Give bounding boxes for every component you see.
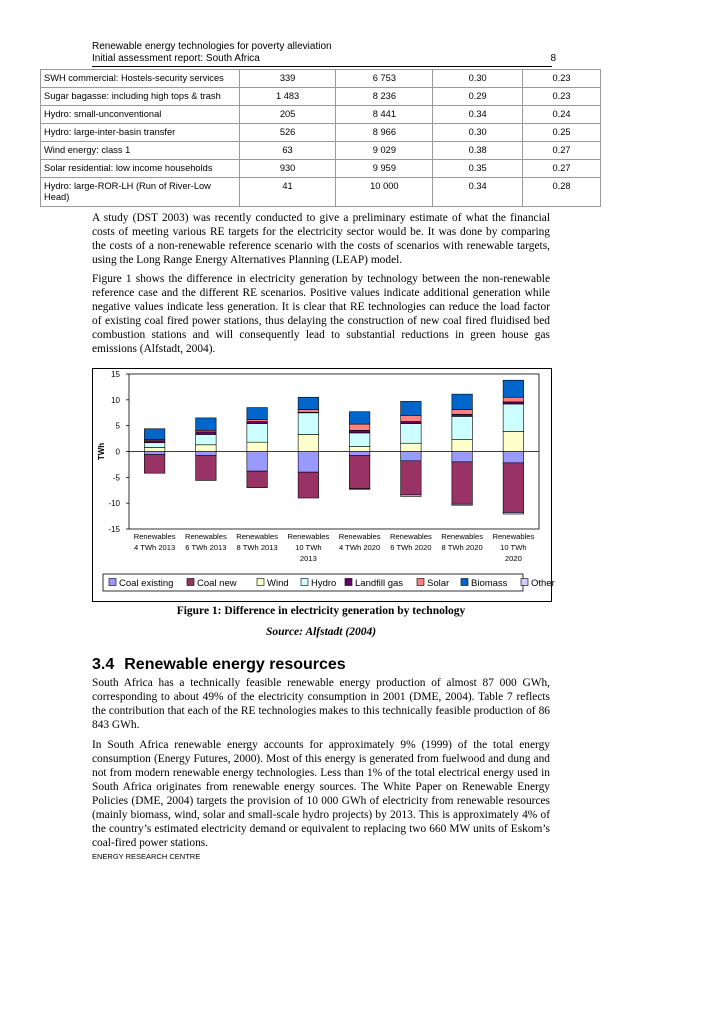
bar-segment <box>503 431 524 451</box>
x-tick-label: 6 TWh 2020 <box>390 543 432 552</box>
bar-segment <box>503 512 524 514</box>
y-tick-label: -10 <box>108 499 120 509</box>
table-cell-technology: Hydro: small-unconventional <box>41 106 240 124</box>
table-cell-technology: Hydro: large-ROR-LH (Run of River-Low Head) <box>41 178 240 207</box>
table-cell-value: 0.34 <box>433 106 523 124</box>
bar-segment <box>401 415 422 421</box>
table-cell-value: 0.38 <box>433 142 523 160</box>
y-tick-label: 15 <box>111 370 120 379</box>
table-cell-value: 0.30 <box>433 124 523 142</box>
bar-segment <box>452 394 473 410</box>
table-cell-value: 63 <box>239 142 336 160</box>
table-cell-value: 0.29 <box>433 88 523 106</box>
bar-segment <box>349 452 370 456</box>
page-number: 8 <box>550 53 556 64</box>
table-cell-value: 0.30 <box>433 70 523 88</box>
bar-segment <box>401 452 422 461</box>
table-row <box>41 178 601 207</box>
bar-segment <box>452 440 473 452</box>
bar-segment <box>144 455 165 474</box>
bar-segment <box>349 424 370 430</box>
table-cell-value: 6 753 <box>336 70 433 88</box>
bar-segment <box>452 416 473 439</box>
legend-swatch <box>301 579 308 586</box>
table-cell-value: 930 <box>239 160 336 178</box>
y-tick-label: -5 <box>112 473 120 483</box>
bar-segment <box>247 442 268 451</box>
bar-segment <box>196 432 217 435</box>
bar-segment <box>196 418 217 430</box>
x-tick-label: Renewables <box>492 532 535 541</box>
bar-segment <box>247 419 268 421</box>
table-row <box>41 124 601 142</box>
bar-segment <box>452 462 473 504</box>
x-tick-label: Renewables <box>441 532 484 541</box>
table-cell-value: 0.34 <box>433 178 523 207</box>
re-technology-table <box>40 69 601 207</box>
legend-label: Hydro <box>311 578 337 589</box>
paragraph-1: A study (DST 2003) was recently conducted to give a preliminary estimate of what the financial costs of meeting various RE targets for the electricity sector would be. It was done by comparing the costs of a non-renewable reference scenario with the costs of scenarios with renewable targets, using the Long Range Energy Alternatives Planning (LEAP) model. <box>92 212 550 266</box>
bar-segment <box>401 443 422 451</box>
y-tick-label: 10 <box>111 395 120 405</box>
y-axis-label: TWh <box>97 442 106 461</box>
x-tick-label: 4 TWh 2013 <box>134 543 176 552</box>
table-cell-value: 339 <box>239 70 336 88</box>
table-cell-value: 0.27 <box>523 160 601 178</box>
x-tick-label: Renewables <box>184 532 227 541</box>
bar-segment <box>196 445 217 452</box>
table-cell-value: 8 966 <box>336 124 433 142</box>
table-cell-technology: Hydro: large-inter-basin transfer <box>41 124 240 142</box>
chart-frame <box>92 368 555 602</box>
page-footer: ENERGY RESEARCH CENTRE <box>92 852 201 861</box>
bar-segment <box>298 452 319 473</box>
generation-difference-chart <box>93 369 555 601</box>
legend-label: Coal new <box>197 578 237 589</box>
table-cell-value: 1 483 <box>239 88 336 106</box>
table-row <box>41 106 601 124</box>
table-cell-value: 0.23 <box>523 70 601 88</box>
bar-segment <box>196 452 217 456</box>
bar-segment <box>401 424 422 444</box>
bar-segment <box>452 504 473 505</box>
x-tick-label: 10 TWh <box>295 543 322 552</box>
legend-label: Landfill gas <box>355 578 404 589</box>
x-tick-label: 4 TWh 2020 <box>339 543 381 552</box>
bar-segment <box>452 414 473 416</box>
bar-segment <box>298 434 319 451</box>
legend-label: Biomass <box>471 578 508 589</box>
bar-segment <box>247 452 268 472</box>
page-header <box>92 41 556 65</box>
table-cell-value: 0.25 <box>523 124 601 142</box>
bar-segment <box>349 456 370 489</box>
bar-segment <box>503 404 524 431</box>
table-cell-technology: SWH commercial: Hostels-security services <box>41 70 240 88</box>
table-cell-technology: Solar residential: low income households <box>41 160 240 178</box>
x-tick-label: Renewables <box>338 532 381 541</box>
bar-segment <box>144 452 165 455</box>
bar-segment <box>298 472 319 498</box>
table-cell-value: 8 441 <box>336 106 433 124</box>
bar-segment <box>247 471 268 488</box>
x-tick-label: Renewables <box>287 532 330 541</box>
bar-segment <box>503 402 524 404</box>
bar-segment <box>298 413 319 435</box>
bar-segment <box>401 461 422 495</box>
bar-segment <box>349 489 370 490</box>
table-cell-value: 0.35 <box>433 160 523 178</box>
table-cell-value: 8 236 <box>336 88 433 106</box>
x-tick-label: 8 TWh 2013 <box>236 543 278 552</box>
bar-segment <box>247 422 268 424</box>
table-cell-value: 0.24 <box>523 106 601 124</box>
x-tick-label: Renewables <box>236 532 279 541</box>
table-cell-value: 41 <box>239 178 336 207</box>
table-row <box>41 160 601 178</box>
bar-segment <box>349 412 370 424</box>
table-row <box>41 88 601 106</box>
bar-segment <box>401 495 422 497</box>
legend-label: Solar <box>427 578 450 589</box>
table-row <box>41 142 601 160</box>
table-cell-value: 10 000 <box>336 178 433 207</box>
bar-segment <box>349 430 370 433</box>
figure-source: Source: Alfstadt (2004) <box>265 626 377 638</box>
bar-segment <box>401 422 422 424</box>
bar-segment <box>298 397 319 409</box>
paragraph-2: Figure 1 shows the difference in electricity generation by technology between the non-renewable reference case and the different RE scenarios. Positive values indicate additional generation while negative values indicate less generation. It is clear that RE technologies can reduce the load factor of existing coal fired power stations, thus delaying the construction of new coal fired fluidised bed combustion stations and will consequently lead to substantial reductions in green house gas emissions (Alfstadt, 2004). <box>92 273 550 355</box>
legend-label: Other <box>531 578 555 589</box>
y-tick-label: -15 <box>108 525 120 534</box>
paragraph-3: South Africa has a technically feasible renewable energy production of almost 87 000 GWh, corresponding to about 49% of the electricity consumption in 2001 (DME, 2004). Table 7 reflects the contribution that each of the RE technologies makes to this technically feasible production of 86 843 GWh. <box>92 677 550 731</box>
paragraph-4: In South Africa renewable energy accounts for approximately 9% (1999) of the total energy consumption (Energy Futures, 2000). Most of this energy is generated from fuelwood and dung and not from modern renewable energy technologies. Less than 1% of the total electrical energy used in South Africa originates from renewable energy sources. The White Paper on Renewable Energy Policies (DME, 2004) targets the provision of 10 000 GWh of electricity from renewable resources (mainly biomass, wind, solar and small-scale hydro projects) by 2013. This is approximately 4% of the country’s estimated electricity demand or equivalent to replacing two 660 MW units of Eskom’s coal-fired power stations. <box>92 739 550 849</box>
bar-segment <box>349 446 370 451</box>
legend-label: Wind <box>267 578 289 589</box>
legend-swatch <box>461 579 468 586</box>
header-line-2: Initial assessment report: South Africa <box>92 53 260 64</box>
section-heading <box>92 656 356 674</box>
bar-segment <box>247 424 268 443</box>
bar-segment <box>196 434 217 444</box>
legend-swatch <box>345 579 352 586</box>
x-tick-label: 2020 <box>504 554 522 563</box>
table-cell-value: 9 959 <box>336 160 433 178</box>
bar-segment <box>503 397 524 402</box>
table-cell-value: 9 029 <box>336 142 433 160</box>
bar-segment <box>196 456 217 481</box>
table-cell-value: 205 <box>239 106 336 124</box>
section-number: 3.4 <box>92 656 115 673</box>
bar-segment <box>401 401 422 415</box>
header-line-1: Renewable energy technologies for poverty alleviation <box>92 41 332 52</box>
bar-segment <box>144 443 165 448</box>
x-tick-label: 10 TWh <box>500 543 527 552</box>
table-row <box>41 70 601 88</box>
table-body <box>41 70 601 207</box>
legend-swatch <box>257 579 264 586</box>
bar-segment <box>144 429 165 440</box>
y-tick-label: 5 <box>115 421 120 431</box>
table-cell-technology: Wind energy: class 1 <box>41 142 240 160</box>
bar-segment <box>349 433 370 446</box>
table-cell-value: 0.27 <box>523 142 601 160</box>
bar-segment <box>452 452 473 462</box>
legend-swatch <box>521 579 528 586</box>
table-cell-technology: Sugar bagasse: including high tops & trash <box>41 88 240 106</box>
table-cell-value: 526 <box>239 124 336 142</box>
section-title: Renewable energy resources <box>124 656 346 673</box>
bar-segment <box>503 463 524 513</box>
legend-swatch <box>109 579 116 586</box>
figure-caption: Figure 1: Difference in electricity generation by technology <box>176 605 466 617</box>
legend-label: Coal existing <box>119 578 174 589</box>
bar-segment <box>144 447 165 451</box>
legend-swatch <box>187 579 194 586</box>
x-tick-label: 6 TWh 2013 <box>185 543 227 552</box>
bar-segment <box>298 410 319 413</box>
bar-segment <box>144 441 165 443</box>
table-cell-value: 0.28 <box>523 178 601 207</box>
x-tick-label: Renewables <box>133 532 176 541</box>
bar-segment <box>503 452 524 463</box>
bar-segment <box>452 410 473 415</box>
x-tick-label: 8 TWh 2020 <box>441 543 483 552</box>
x-tick-label: 2013 <box>299 554 317 563</box>
header-divider <box>92 66 552 67</box>
table-cell-value: 0.23 <box>523 88 601 106</box>
bar-segment <box>503 380 524 397</box>
bar-segment <box>247 408 268 420</box>
y-tick-label: 0 <box>115 447 120 457</box>
x-tick-label: Renewables <box>389 532 432 541</box>
legend-swatch <box>417 579 424 586</box>
